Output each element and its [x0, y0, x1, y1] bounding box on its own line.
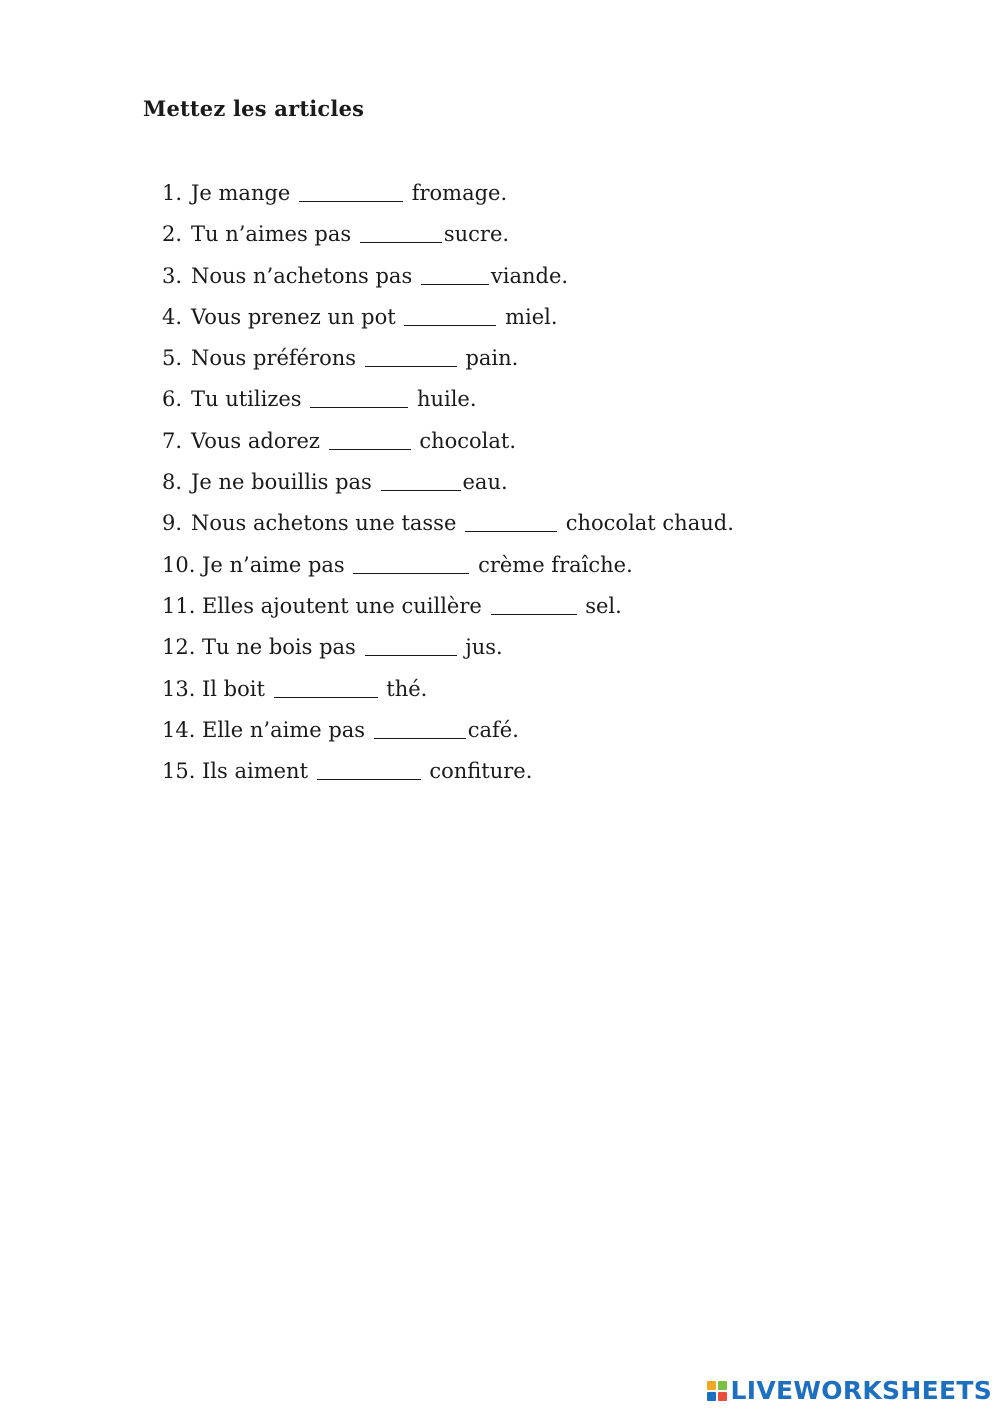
answer-blank[interactable]: [329, 431, 411, 450]
answer-blank[interactable]: [310, 389, 408, 408]
item-text-before: Elles ajoutent une cuillère: [202, 593, 489, 618]
exercise-item: [162, 429, 734, 470]
item-text-before: Tu utilizes: [191, 387, 309, 412]
item-number: 10.: [162, 552, 196, 577]
item-text-after: crème fraîche.: [471, 552, 633, 577]
item-number: 6.: [162, 387, 183, 412]
item-text-before: Tu n’aimes pas: [191, 222, 358, 247]
exercise-item: [162, 594, 734, 635]
item-text-after: pain.: [458, 346, 519, 371]
item-text-after: fromage.: [405, 181, 508, 205]
logo-blocks-icon: [707, 1381, 727, 1401]
answer-blank[interactable]: [360, 224, 442, 243]
item-text-before: Vous prenez un pot: [191, 304, 403, 329]
item-text-before: Nous préférons: [191, 346, 363, 371]
exercise-item: [162, 387, 734, 428]
exercise-item: [162, 718, 734, 759]
item-number: 14.: [162, 717, 196, 742]
item-text-before: Elle n’aime pas: [202, 717, 372, 742]
item-text-after: thé.: [379, 676, 428, 701]
exercise-item: [162, 222, 734, 263]
item-text-before: Je ne bouillis pas: [191, 470, 379, 495]
item-text-after: miel.: [498, 304, 558, 329]
item-number: 13.: [162, 676, 196, 701]
answer-blank[interactable]: [421, 266, 489, 285]
exercise-item: [162, 181, 734, 222]
item-text-before: Je n’aime pas: [202, 552, 352, 577]
item-text-before: Je mange: [191, 181, 298, 205]
answer-blank[interactable]: [299, 183, 403, 202]
exercise-item: [162, 635, 734, 676]
item-text-after: chocolat.: [412, 428, 517, 453]
answer-blank[interactable]: [381, 472, 461, 491]
exercise-item: [162, 759, 734, 800]
item-number: 12.: [162, 635, 196, 660]
exercise-item: [162, 677, 734, 718]
item-text-after: sucre.: [443, 222, 510, 247]
answer-blank[interactable]: [491, 596, 577, 615]
item-text-after: jus.: [458, 635, 503, 660]
item-number: 15.: [162, 759, 196, 784]
item-text-before: Ils aiment: [202, 759, 315, 784]
item-text-after: viande.: [490, 263, 569, 288]
item-number: 5.: [162, 346, 183, 371]
item-number: 8.: [162, 470, 183, 495]
logo-block: [707, 1392, 716, 1401]
item-number: 9.: [162, 511, 183, 536]
item-text-after: café.: [467, 717, 519, 742]
logo-block: [718, 1392, 727, 1401]
item-number: 11.: [162, 593, 196, 618]
item-number: 7.: [162, 428, 183, 453]
logo-block: [718, 1381, 727, 1390]
liveworksheets-logo: [707, 1376, 992, 1405]
answer-blank[interactable]: [353, 555, 469, 574]
exercise-item: [162, 346, 734, 387]
item-text-before: Vous adorez: [191, 428, 327, 453]
item-number: 2.: [162, 222, 183, 247]
answer-blank[interactable]: [365, 637, 457, 656]
answer-blank[interactable]: [374, 720, 466, 739]
logo-block: [707, 1381, 716, 1390]
exercise-item: [162, 511, 734, 552]
answer-blank[interactable]: [317, 761, 421, 780]
item-text-before: Tu ne bois pas: [202, 635, 363, 660]
item-number: 3.: [162, 263, 183, 288]
answer-blank[interactable]: [404, 307, 496, 326]
exercise-item: [162, 264, 734, 305]
item-text-after: eau.: [462, 470, 508, 495]
exercise-item: [162, 553, 734, 594]
item-number: 1.: [162, 181, 183, 205]
exercise-list: [162, 181, 734, 800]
exercise-item: [162, 470, 734, 511]
answer-blank[interactable]: [465, 513, 557, 532]
item-text-after: chocolat chaud.: [559, 511, 734, 536]
item-text-before: Nous n’achetons pas: [191, 263, 419, 288]
item-text-before: Il boit: [202, 676, 272, 701]
answer-blank[interactable]: [365, 348, 457, 367]
logo-text: LIVEWORKSHEETS: [730, 1376, 992, 1405]
item-number: 4.: [162, 304, 183, 329]
item-text-before: Nous achetons une tasse: [191, 511, 464, 536]
item-text-after: confiture.: [422, 759, 533, 784]
answer-blank[interactable]: [274, 679, 378, 698]
item-text-after: sel.: [578, 593, 622, 618]
item-text-after: huile.: [410, 387, 477, 412]
page-title: Mettez les articles: [143, 96, 365, 121]
exercise-item: [162, 305, 734, 346]
